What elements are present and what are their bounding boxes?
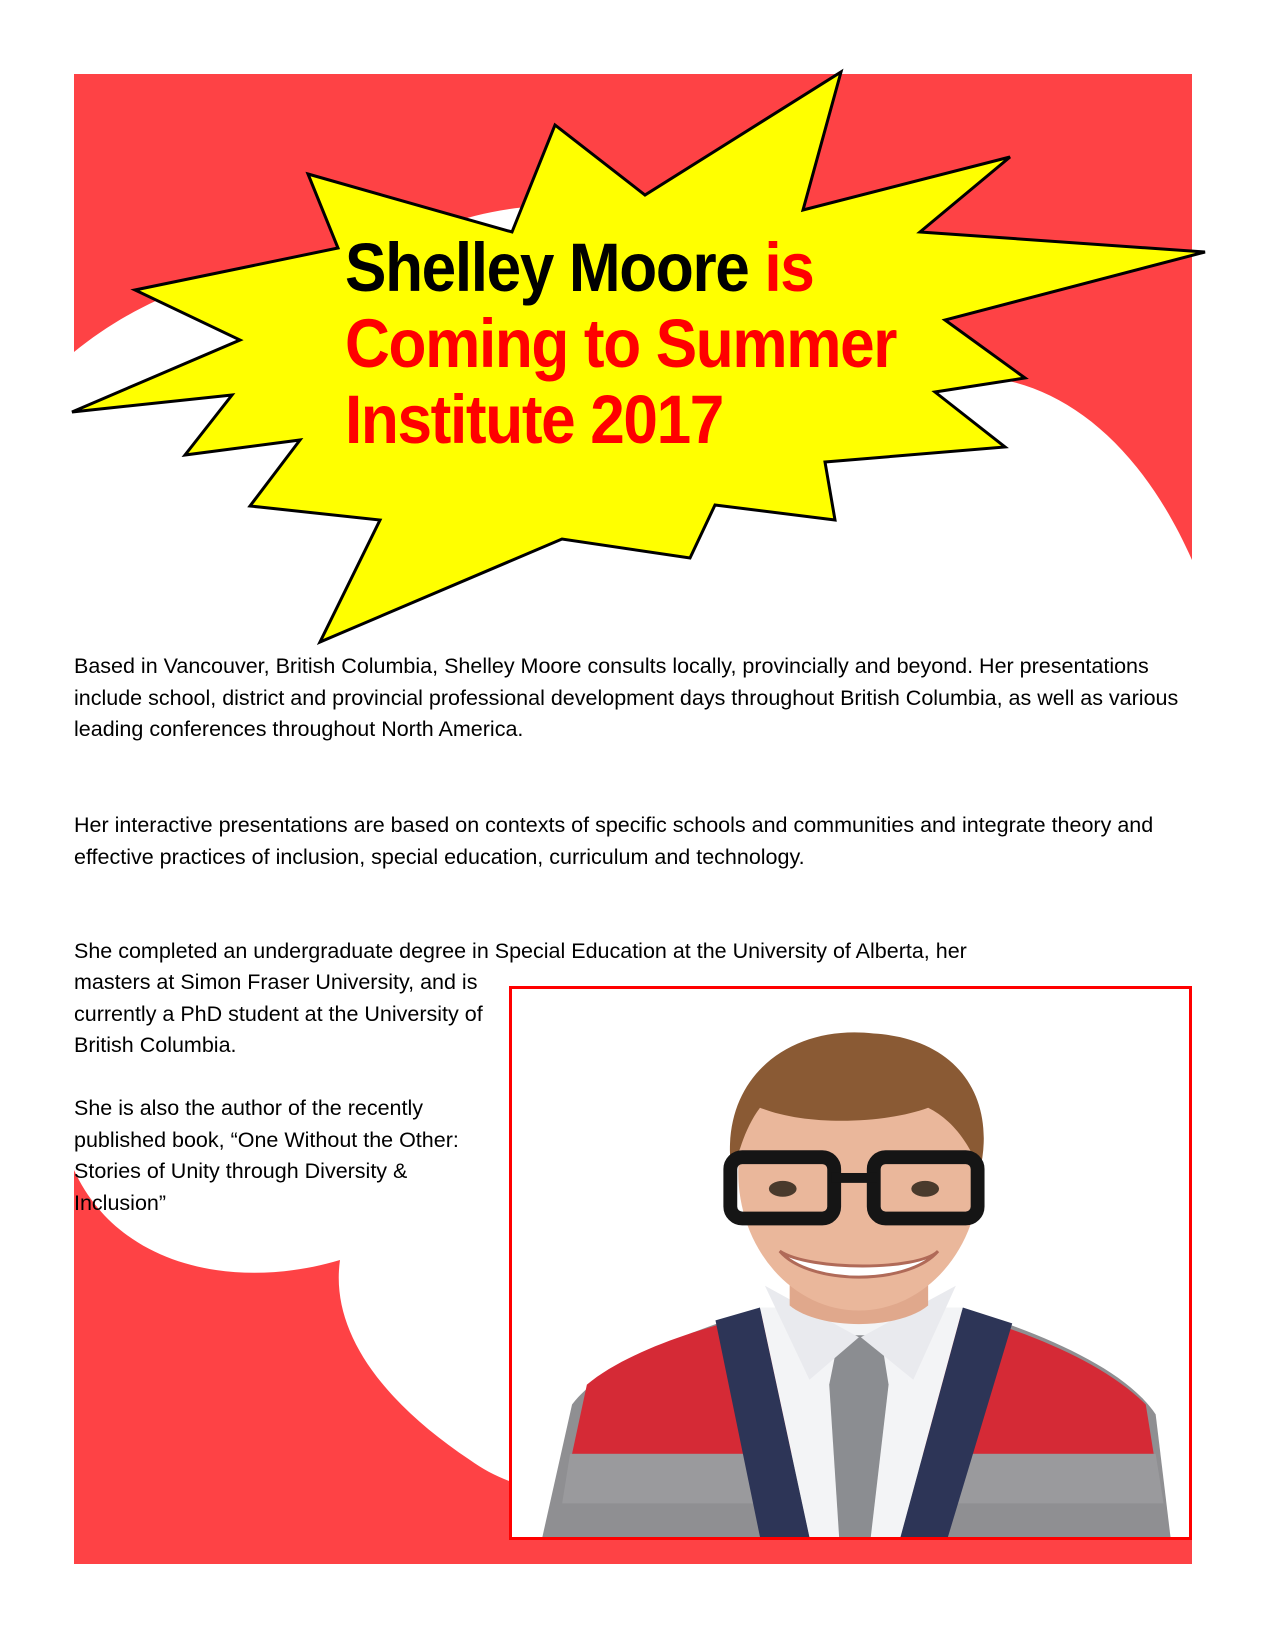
eye-left [769, 1181, 797, 1197]
eye-right [911, 1181, 939, 1197]
portrait-illustration [512, 989, 1189, 1537]
headline [345, 230, 921, 458]
headline-is: is [748, 229, 814, 306]
glasses-bridge [831, 1173, 877, 1183]
bio-paragraph-1: Based in Vancouver, British Columbia, Shelley Moore consults locally, provincially and beyond. Her presentations include school, district and provincial professional development days throughout British Columbia, as well as various leading conferences throughout North America. [74, 654, 1179, 741]
bio-paragraph-3-rest: masters at Simon Fraser University, and is currently a PhD student at the University of British Columbia. [74, 970, 483, 1057]
headline-line2: Coming to Summer [345, 305, 897, 382]
bio-paragraph-3-line1: She completed an undergraduate degree in Special Education at the University of Alberta, her [74, 939, 967, 963]
portrait-photo [509, 986, 1192, 1540]
bio-paragraph-2: Her interactive presentations are based on contexts of specific schools and communities and integrate theory and effective practices of inclusion, special education, curriculum and technology. [74, 813, 1154, 869]
headline-name: Shelley Moore [345, 229, 749, 306]
headline-line3: Institute 2017 [345, 381, 723, 458]
bio-paragraph-4: She is also the author of the recently published book, “One Without the Other: Stories of Unity through Diversity & Inclusion” [74, 1096, 459, 1215]
